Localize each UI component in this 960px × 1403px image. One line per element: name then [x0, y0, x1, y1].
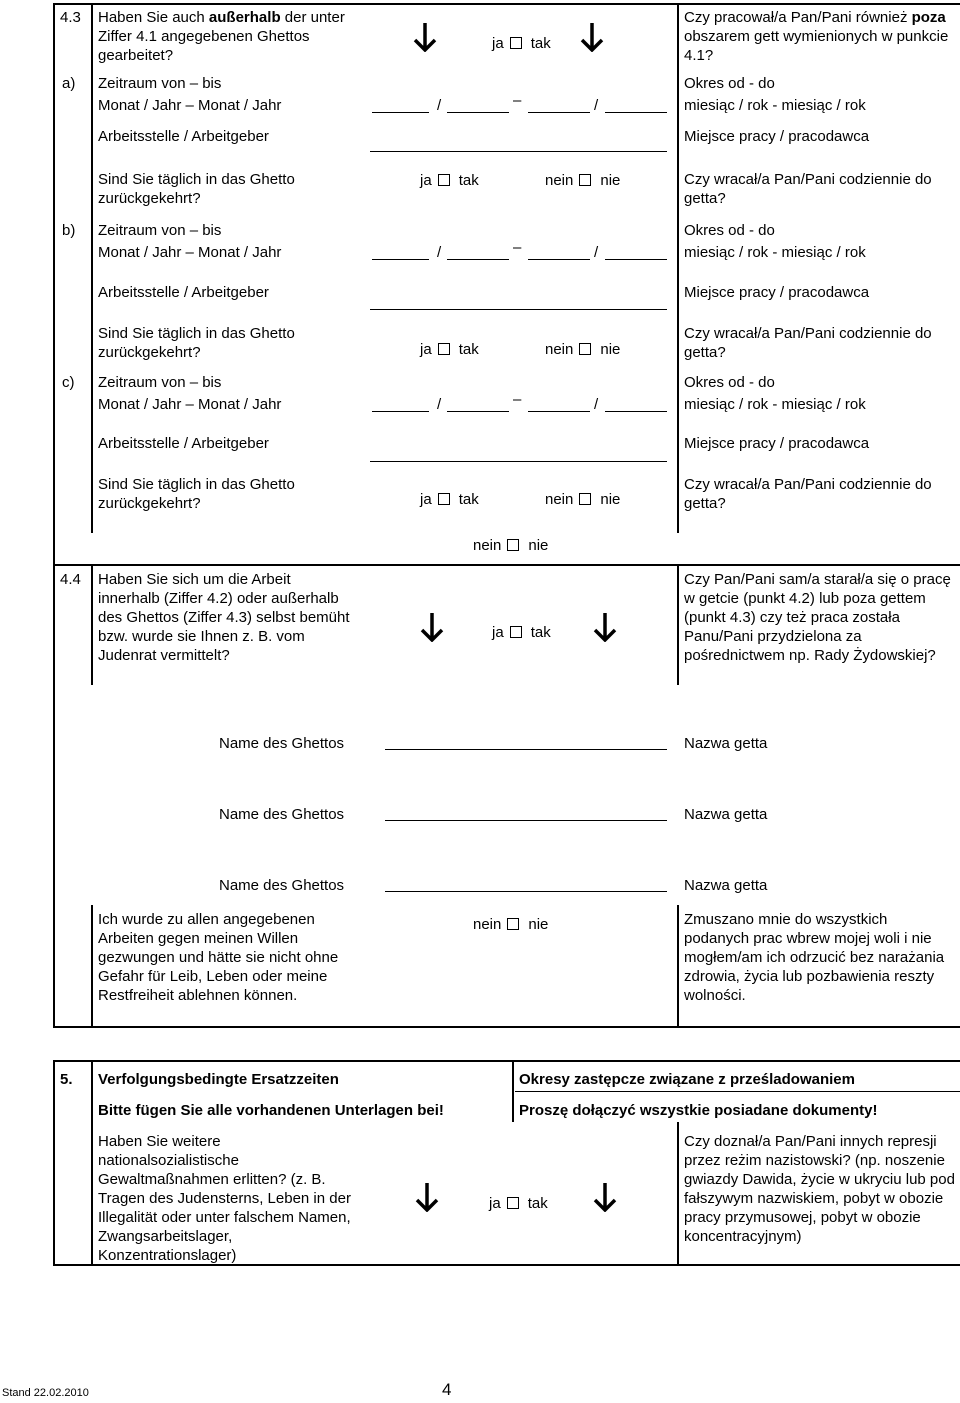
return-question-pl: Czy wracał/a Pan/Pani codziennie do getta?	[684, 171, 932, 207]
section-number-5: 5.	[60, 1071, 73, 1088]
s5-title-pl: Okresy zastępcze związane z prześladowaniem	[519, 1071, 855, 1088]
frame-col-1	[91, 3, 93, 533]
frame5-col-1	[91, 1060, 93, 1264]
ghetto-label-de: Name des Ghettos	[219, 735, 345, 752]
frame-divider-44	[53, 564, 960, 566]
return-no-option[interactable]: nein nie	[545, 172, 621, 189]
down-arrow-icon	[590, 612, 620, 642]
forced-labor-statement-de: Ich wurde zu allen angegebenen Arbeiten gegen meinen Willen gezwungen und hätte sie nicht ohne Gefahr für Leib, Leben oder meine Restfreiheit ablehnen können.	[98, 911, 339, 1004]
date-field-to-year[interactable]	[605, 112, 667, 113]
s5-title-de: Verfolgungsbedingte Ersatzzeiten	[98, 1071, 339, 1088]
period-label-pl: Okres od - do	[684, 222, 775, 239]
checkbox-icon[interactable]	[438, 493, 450, 505]
s5-yes-option[interactable]: ja tak	[489, 1195, 548, 1212]
date-separator: /	[594, 244, 599, 261]
frame-col-2	[677, 3, 679, 533]
work-label-de: Arbeitsstelle / Arbeitgeber	[98, 435, 269, 452]
section-number-4-3: 4.3	[60, 9, 81, 26]
date-field-from-year[interactable]	[447, 259, 509, 260]
date-field-to-year[interactable]	[605, 411, 667, 412]
page-number: 4	[442, 1380, 452, 1399]
date-field-to-month[interactable]	[528, 112, 590, 113]
date-separator: /	[437, 396, 442, 413]
frame-col-2c	[677, 905, 679, 1026]
return-yes-option[interactable]: ja tak	[420, 172, 479, 189]
s5-title-pl-underline	[515, 1091, 960, 1092]
period-label-de: Zeitraum von – bis	[98, 222, 222, 239]
s5-question-pl: Czy doznał/a Pan/Pani innych represji przez reżim nazistowski? (np. noszenie gwiazdy Dawida, życie w ukryciu lub pod fałszywym nazwiskiem, pobyt w obozie pracy przymusowej, pobyt w obozie koncentracyjnym)	[684, 1133, 955, 1245]
ghetto-name-field[interactable]	[385, 891, 667, 892]
date-field-from-month[interactable]	[372, 259, 429, 260]
frame5-left	[53, 1060, 55, 1264]
date-field-to-year[interactable]	[605, 259, 667, 260]
frame-col-2b	[677, 565, 679, 685]
s43-question-de: Haben Sie auch außerhalb der unter Ziffer 4.1 angegebenen Ghettos gearbeitet?	[98, 9, 345, 64]
month-year-label-pl: miesiąc / rok - miesiąc / rok	[684, 396, 866, 413]
month-year-label-de: Monat / Jahr – Monat / Jahr	[98, 396, 282, 413]
date-separator: /	[437, 244, 442, 261]
month-year-label-de: Monat / Jahr – Monat / Jahr	[98, 244, 282, 261]
s5-documents-note-pl: Proszę dołączyć wszystkie posiadane dokumenty!	[519, 1102, 878, 1119]
ghetto-label-pl: Nazwa getta	[684, 877, 768, 894]
ghetto-label-pl: Nazwa getta	[684, 806, 768, 823]
checkbox-icon[interactable]	[579, 343, 591, 355]
return-question-de: Sind Sie täglich in das Ghetto zurückgekehrt?	[98, 476, 295, 512]
down-arrow-icon	[412, 1182, 442, 1212]
return-no-option[interactable]: nein nie	[545, 491, 621, 508]
period-letter-b: b)	[62, 222, 76, 239]
s5-question-de: Haben Sie weitere nationalsozialistische Gewaltmaßnahmen erlitten? (z. B. Tragen des Judensterns, Leben in der Illegalität oder unter falschem Namen, Zwangsarbeitslager, Konzentrationslager)	[98, 1133, 351, 1264]
return-question-de: Sind Sie täglich in das Ghetto zurückgekehrt?	[98, 325, 295, 361]
month-year-label-de: Monat / Jahr – Monat / Jahr	[98, 97, 282, 114]
checkbox-icon[interactable]	[510, 626, 522, 638]
date-field-to-month[interactable]	[528, 411, 590, 412]
date-separator: /	[437, 97, 442, 114]
month-year-label-pl: miesiąc / rok - miesiąc / rok	[684, 244, 866, 261]
frame-left	[53, 3, 55, 1026]
month-year-label-pl: miesiąc / rok - miesiąc / rok	[684, 97, 866, 114]
down-arrow-icon	[417, 612, 447, 642]
forced-no-option[interactable]: nein nie	[473, 916, 549, 933]
down-arrow-icon	[590, 1182, 620, 1212]
checkbox-icon[interactable]	[438, 343, 450, 355]
s44-question-pl: Czy Pan/Pani sam/a starał/a się o pracę w getcie (punkt 4.2) lub poza gettem (punkt 4.3) czy też praca została Panu/Pani przydzielona za pośrednictwem np. Rady Żydowskiej?	[684, 571, 951, 664]
date-field-from-month[interactable]	[372, 411, 429, 412]
work-label-pl: Miejsce pracy / pracodawca	[684, 435, 870, 452]
return-question-pl: Czy wracał/a Pan/Pani codziennie do getta?	[684, 325, 932, 361]
frame-bottom-44	[53, 1026, 960, 1028]
frame-top	[53, 3, 960, 5]
date-separator: /	[594, 97, 599, 114]
return-yes-option[interactable]: ja tak	[420, 491, 479, 508]
down-arrow-icon	[577, 22, 607, 52]
ghetto-label-pl: Nazwa getta	[684, 735, 768, 752]
checkbox-icon[interactable]	[438, 174, 450, 186]
date-dash: –	[513, 391, 522, 408]
forced-labor-statement-pl: Zmuszano mnie do wszystkich podanych prac wbrew mojej woli i nie mogłem/am ich odrzucić bez narażania zdrowia, życia lub pozbawienia reszty wolności.	[684, 911, 945, 1004]
section-number-4-4: 4.4	[60, 571, 81, 588]
checkbox-icon[interactable]	[579, 493, 591, 505]
date-dash: –	[513, 92, 522, 109]
date-dash: –	[513, 239, 522, 256]
ghetto-label-de: Name des Ghettos	[219, 877, 345, 894]
date-field-from-month[interactable]	[372, 112, 429, 113]
period-letter-a: a)	[62, 75, 76, 92]
work-label-de: Arbeitsstelle / Arbeitgeber	[98, 128, 269, 145]
work-label-de: Arbeitsstelle / Arbeitgeber	[98, 284, 269, 301]
date-separator: /	[594, 396, 599, 413]
date-field-from-year[interactable]	[447, 411, 509, 412]
frame5-col-2	[677, 1122, 679, 1264]
period-label-de: Zeitraum von – bis	[98, 374, 222, 391]
checkbox-icon[interactable]	[507, 539, 519, 551]
ghetto-name-field[interactable]	[385, 820, 667, 821]
checkbox-icon[interactable]	[507, 918, 519, 930]
work-label-pl: Miejsce pracy / pracodawca	[684, 284, 870, 301]
frame-col-1c	[91, 905, 93, 1026]
date-field-from-year[interactable]	[447, 112, 509, 113]
s43-yes-option[interactable]: ja tak	[492, 35, 551, 52]
frame5-mid	[512, 1060, 514, 1122]
frame-col-1b	[91, 565, 93, 685]
period-letter-c: c)	[62, 374, 75, 391]
s43-question-pl: Czy pracował/a Pan/Pani również poza obszarem gett wymienionych w punkcie 4.1?	[684, 9, 949, 64]
work-label-pl: Miejsce pracy / pracodawca	[684, 128, 870, 145]
frame-top-5	[53, 1060, 960, 1062]
return-yes-option[interactable]: ja tak	[420, 341, 479, 358]
s44-question-de: Haben Sie sich um die Arbeit innerhalb (Ziffer 4.2) oder außerhalb des Ghettos (Ziffer 4.3) selbst bemüht bzw. wurde sie Ihnen z. B. vom Judenrat vermittelt?	[98, 571, 350, 664]
workplace-field[interactable]	[370, 151, 667, 152]
workplace-field[interactable]	[370, 461, 667, 462]
workplace-field[interactable]	[370, 309, 667, 310]
date-field-to-month[interactable]	[528, 259, 590, 260]
period-label-pl: Okres od - do	[684, 75, 775, 92]
return-question-de: Sind Sie täglich in das Ghetto zurückgekehrt?	[98, 171, 295, 207]
ghetto-name-field[interactable]	[385, 749, 667, 750]
checkbox-icon[interactable]	[510, 37, 522, 49]
return-question-pl: Czy wracał/a Pan/Pani codziennie do getta?	[684, 476, 932, 512]
period-label-de: Zeitraum von – bis	[98, 75, 222, 92]
ghetto-label-de: Name des Ghettos	[219, 806, 345, 823]
s5-documents-note-de: Bitte fügen Sie alle vorhandenen Unterlagen bei!	[98, 1102, 444, 1119]
s44-yes-option[interactable]: ja tak	[492, 624, 551, 641]
period-label-pl: Okres od - do	[684, 374, 775, 391]
checkbox-icon[interactable]	[579, 174, 591, 186]
s43-no-option[interactable]: nein nie	[473, 537, 549, 554]
return-no-option[interactable]: nein nie	[545, 341, 621, 358]
down-arrow-icon	[410, 22, 440, 52]
footer-version-date: Stand 22.02.2010	[2, 1387, 89, 1399]
checkbox-icon[interactable]	[507, 1197, 519, 1209]
